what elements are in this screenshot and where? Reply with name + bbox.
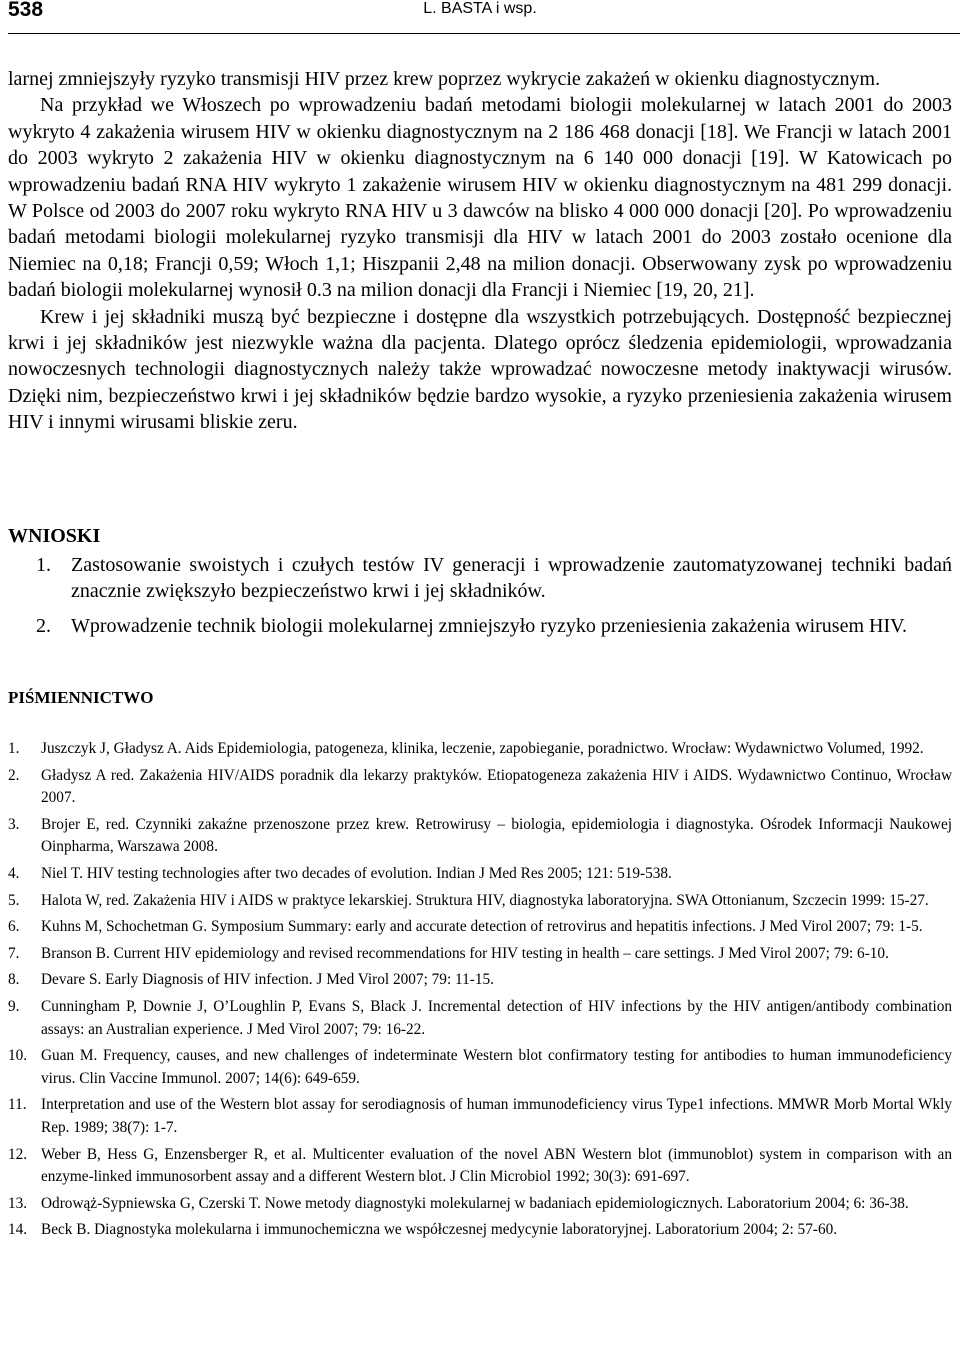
conclusion-text: Zastosowanie swoistych i czułych testów IV generacji i wprowadzenie zautomatyzowanej techniki badań znacznie zwiększyło bezpieczeństwo krwi i jej składników. bbox=[71, 554, 952, 602]
reference-number: 13. bbox=[8, 1194, 28, 1212]
reference-number: 7. bbox=[8, 944, 20, 962]
reference-item bbox=[8, 916, 952, 939]
reference-text: Devare S. Early Diagnosis of HIV infection. J Med Virol 2007; 79: 11-15. bbox=[41, 971, 494, 989]
reference-text: Halota W, red. Zakażenia HIV i AIDS w praktyce lekarskiej. Struktura HIV, diagnostyka laboratoryjna. SWA Ottonianum, Szczecin 1999: 15-27. bbox=[41, 891, 929, 909]
reference-number: 4. bbox=[8, 864, 20, 882]
reference-item bbox=[8, 1094, 952, 1139]
reference-item bbox=[8, 890, 952, 913]
reference-number: 1. bbox=[8, 740, 20, 757]
paragraph-2: Na przykład we Włoszech po wprowadzeniu badań metodami biologii molekularnej w latach 2001 do 2003 wykryto 4 zakażenia wirusem HIV w okienku diagnostycznym na 2 186 468 donacji [18]. We Francji w latach 2001 do 2003 wykryto 2 zakażenia HIV w okienku diagnostycznym na 6 140 000 donacji [19]. W Katowicach po wprowadzeniu badań RNA HIV wykryto 1 zakażenie wirusem HIV w okienku diagnostycznym na 481 299 donacji. W Polsce od 2003 do 2007 roku wykryto RNA HIV u 3 dawców na blisko 4 000 000 donacji [20]. Po wprowadzeniu badań metodami biologii molekularnej ryzyko transmisji dla HIV w latach 2001 do 2003 zostało ocenione dla Niemiec na 0,18; Francji 0,59; Włoch 1,1; Hiszpanii 2,48 na milion donacji. Obserwowany zysk po wprowadzeniu badań biologii molekularnej wynosił 0.3 na milion donacji dla Francji i Niemiec [19, 20, 21]. bbox=[8, 94, 952, 302]
body-text bbox=[8, 66, 952, 436]
reference-item bbox=[8, 814, 952, 859]
conclusion-number: 2. bbox=[36, 615, 51, 637]
conclusion-number: 1. bbox=[36, 554, 51, 576]
reference-item bbox=[8, 1193, 952, 1216]
reference-item bbox=[8, 996, 952, 1041]
reference-number: 6. bbox=[8, 918, 20, 936]
reference-number: 11. bbox=[8, 1096, 27, 1114]
running-head: L. BASTA i wsp. bbox=[423, 0, 537, 17]
reference-item bbox=[8, 863, 952, 886]
reference-text: Gładysz A red. Zakażenia HIV/AIDS poradnik dla lekarzy praktyków. Etiopatogeneza zakażenia HIV i AIDS. Wydawnictwo Continuo, Wrocław 2007. bbox=[41, 766, 952, 807]
reference-item bbox=[8, 1219, 952, 1242]
reference-text: Cunningham P, Downie J, O’Loughlin P, Evans S, Black J. Incremental detection of HIV infections by the HIV antigen/antibody combination assays: an Australian experience. J Med Virol 2007; 79: 16-22. bbox=[41, 997, 952, 1038]
reference-text: Odrowąż-Sypniewska G, Czerski T. Nowe metody diagnostyki molekularnej w badaniach epidemiologicznych. Laboratorium 2004; 6: 36-38. bbox=[41, 1194, 909, 1212]
page-header bbox=[0, 0, 960, 24]
reference-number: 12. bbox=[8, 1145, 28, 1163]
paragraph-3: Krew i jej składniki muszą być bezpieczne i dostępne dla wszystkich potrzebujących. Dostępność bezpiecznej krwi i jej składników jest niezwykle ważna dla pacjenta. Dlatego oprócz śledzenia epidemiologii, wprowadzania nowoczesnych technologii diagnostycznych należy także wprowadzać nowoczesne metody inaktywacji wirusów. Dzięki nim, bezpieczeństwo krwi i jej składników będzie bardzo wysokie, a ryzyko przeniesienia zakażenia wirusem HIV i innymi wirusami bliskie zeru. bbox=[8, 305, 952, 434]
reference-number: 9. bbox=[8, 997, 20, 1015]
reference-text: Juszczyk J, Gładysz A. Aids Epidemiologia, patogeneza, klinika, leczenie, zapobieganie, poradnictwo. Wrocław: Wydawnictwo Volumed, 1992. bbox=[41, 740, 924, 757]
conclusion-text: Wprowadzenie technik biologii molekularnej zmniejszyło ryzyko przeniesienia zakażenia wirusem HIV. bbox=[71, 615, 907, 637]
reference-number: 5. bbox=[8, 891, 20, 909]
reference-text: Branson B. Current HIV epidemiology and revised recommendations for HIV testing in health – care settings. J Med Virol 2007; 79: 6-10. bbox=[41, 944, 889, 962]
reference-item bbox=[8, 738, 952, 761]
reference-number: 3. bbox=[8, 815, 20, 833]
header-rule bbox=[8, 33, 960, 34]
paragraph-1: larnej zmniejszyły ryzyko transmisji HIV przez krew poprzez wykrycie zakażeń w okienku diagnostycznym. bbox=[8, 68, 881, 90]
reference-number: 14. bbox=[8, 1221, 28, 1239]
references-heading: PIŚMIENNICTWO bbox=[8, 688, 154, 707]
reference-item bbox=[8, 765, 952, 810]
reference-text: Beck B. Diagnostyka molekularna i immunochemiczna we współczesnej medycynie laboratoryjnej. Laboratorium 2004; 2: 57-60. bbox=[41, 1221, 838, 1239]
reference-number: 8. bbox=[8, 971, 20, 989]
reference-number: 2. bbox=[8, 766, 20, 784]
conclusions-list bbox=[8, 552, 952, 648]
reference-text: Niel T. HIV testing technologies after two decades of evolution. Indian J Med Res 2005; 121: 519-538. bbox=[41, 864, 672, 882]
conclusions-heading: WNIOSKI bbox=[8, 525, 101, 547]
reference-item bbox=[8, 1144, 952, 1189]
conclusion-item bbox=[8, 552, 952, 604]
reference-item bbox=[8, 969, 952, 992]
reference-text: Kuhns M, Schochetman G. Symposium Summary: early and accurate detection of retrovirus and hepatitis infections. J Med Virol 2007; 79: 1-5. bbox=[41, 918, 923, 936]
reference-number: 10. bbox=[8, 1047, 28, 1065]
reference-text: Interpretation and use of the Western blot assay for serodiagnosis of human immunodeficiency virus Type1 infections. MMWR Morb Mortal Wkly Rep. 1989; 38(7): 1-7. bbox=[41, 1096, 952, 1136]
page-number: 538 bbox=[8, 0, 44, 21]
reference-text: Weber B, Hess G, Enzensberger R, et al. Multicenter evaluation of the novel ABN Western blot (immunoblot) system in comparison with an enzyme-linked immunosorbent assay and a different Western blot. J Clin Microbiol 1992; 30(3): 691-697. bbox=[41, 1145, 952, 1186]
reference-item bbox=[8, 943, 952, 966]
references-list bbox=[8, 738, 952, 1242]
conclusion-item bbox=[8, 613, 952, 639]
reference-item bbox=[8, 1045, 952, 1090]
reference-text: Brojer E, red. Czynniki zakaźne przenoszone przez krew. Retrowirusy – biologia, epidemiologia i diagnostyka. Ośrodek Informacji Naukowej Oinpharma, Warszawa 2008. bbox=[41, 815, 952, 856]
reference-text: Guan M. Frequency, causes, and new challenges of indeterminate Western blot confirmatory testing for antibodies to human immunodeficiency virus. Clin Vaccine Immunol. 2007; 14(6): 649-659. bbox=[41, 1047, 952, 1087]
